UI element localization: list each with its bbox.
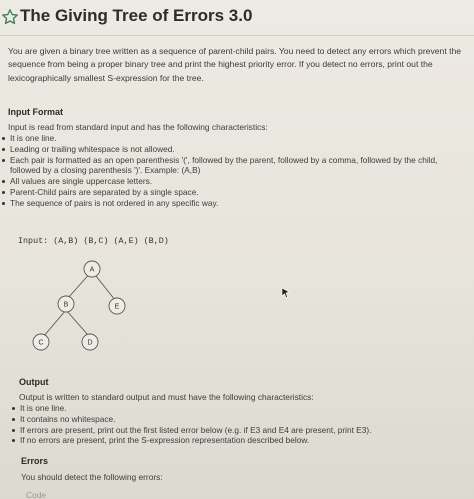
- input-format-list: [0, 133, 470, 209]
- example-input-label: Input:: [18, 236, 49, 246]
- list-item: All values are single uppercase letters.: [0, 176, 470, 187]
- list-item: The sequence of pairs is not ordered in any specific way.: [0, 198, 470, 209]
- list-item: Each pair is formatted as an open parenthesis '(', followed by the parent, followed by a comma, followed by the child, followed by a closing parenthesis ')'. Example: (A,B): [0, 155, 470, 177]
- title-divider: [0, 35, 474, 36]
- star-icon[interactable]: [1, 8, 19, 26]
- problem-intro: You are given a binary tree written as a sequence of parent-child pairs. You need to detect any errors which prevent the sequence from being a proper binary tree and print the highest priority error. If you detect no errors, print out the lexicographically smallest S-expression for the tree.: [8, 46, 462, 83]
- list-item: Leading or trailing whitespace is not allowed.: [0, 144, 470, 155]
- tree-node-label: B: [63, 301, 69, 309]
- list-item: Parent-Child pairs are separated by a single space.: [0, 187, 470, 198]
- title-row: [0, 4, 474, 30]
- page-title: The Giving Tree of Errors 3.0: [20, 6, 253, 25]
- example-input-value: (A,B) (B,C) (A,E) (B,D): [53, 236, 169, 246]
- edge-b-c: [43, 310, 66, 337]
- errors-heading: Errors: [21, 456, 49, 466]
- tree-node-label: E: [114, 303, 120, 311]
- list-item: If no errors are present, print the S-expression representation described below.: [10, 435, 470, 446]
- errors-table-header-partial: Code: [26, 490, 47, 499]
- output-lead: Output is written to standard output and must have the following characteristics:: [19, 392, 314, 402]
- output-heading: Output: [19, 377, 49, 387]
- errors-lead: You should detect the following errors:: [21, 472, 163, 482]
- tree-node-label: D: [87, 339, 93, 347]
- output-list: [10, 403, 470, 446]
- edge-b-d: [66, 310, 88, 335]
- tree-node-label: A: [89, 266, 95, 274]
- tree-node-label: C: [38, 339, 44, 347]
- example-input: [18, 236, 169, 246]
- list-item: If errors are present, print out the first listed error below (e.g. if E3 and E4 are present, print E3).: [10, 425, 470, 436]
- mouse-cursor-icon: [281, 287, 291, 299]
- input-format-lead: Input is read from standard input and has the following characteristics:: [8, 122, 268, 132]
- input-format-heading: Input Format: [8, 107, 63, 117]
- list-item: It contains no whitespace.: [10, 414, 470, 425]
- list-item: It is one line.: [0, 133, 470, 144]
- list-item: It is one line.: [10, 403, 470, 414]
- example-tree-diagram: [30, 258, 140, 358]
